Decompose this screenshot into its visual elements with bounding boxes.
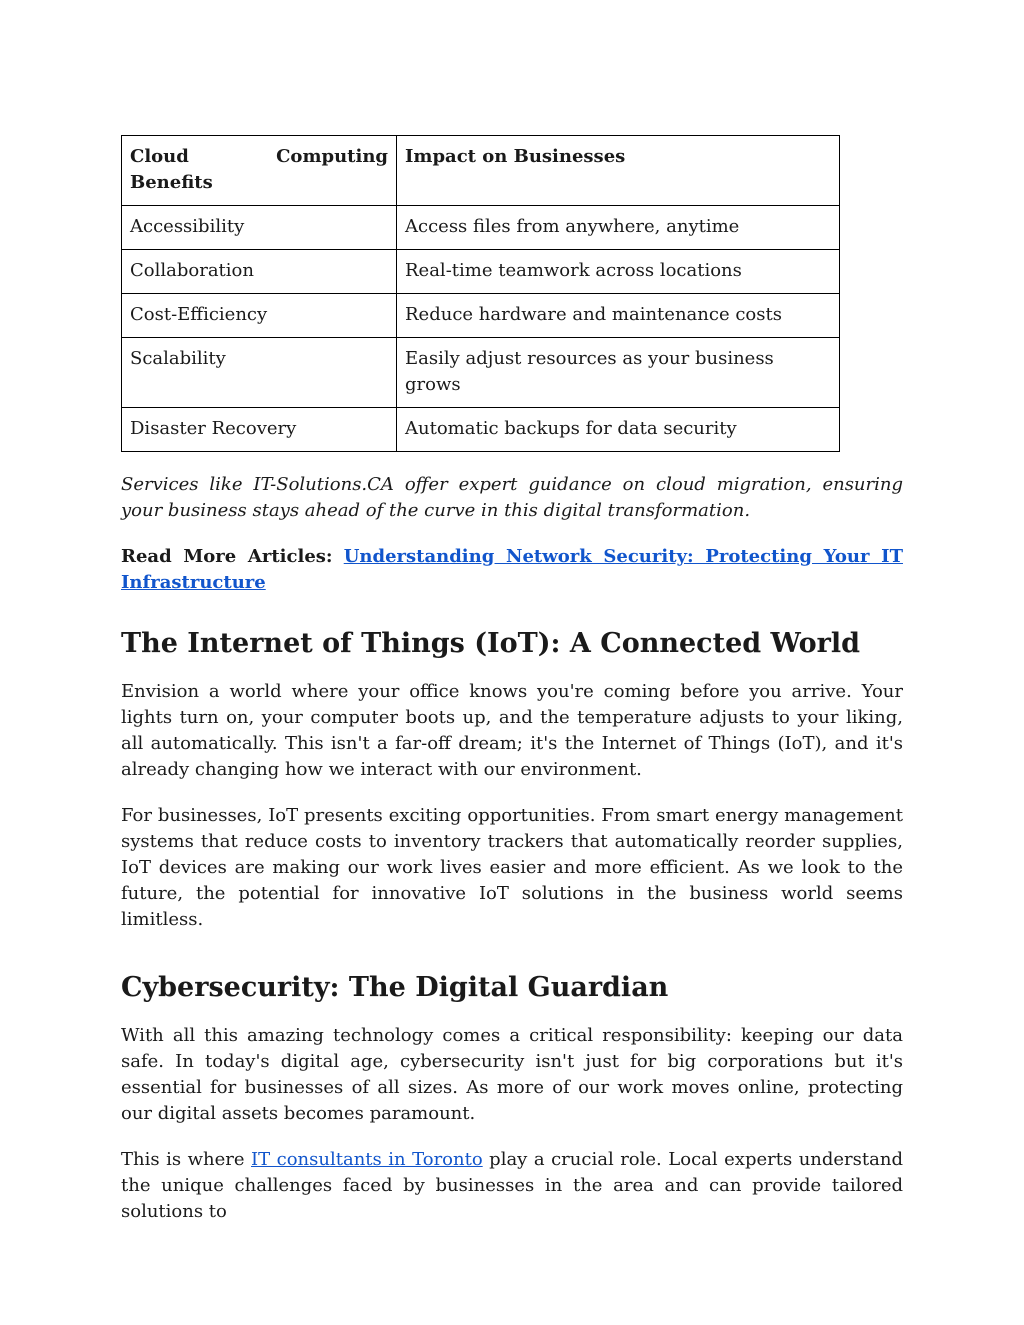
header-impact-label: Impact on Businesses — [405, 146, 626, 167]
read-more-label: Read More Articles: — [121, 546, 333, 567]
read-more-article-link[interactable]: Understanding Network Security: Protecting Your IT Infrastructure — [121, 546, 903, 593]
iot-paragraph: Envision a world where your office knows you're coming before you arrive. Your lights turn on, your computer boots up, and the temperature adjusts to your liking, all automatically. This isn't a far-off dream; it's the Internet of Things (IoT), and it's already changing how we interact with our environment. — [121, 681, 903, 780]
table-header-row — [122, 136, 840, 206]
it-consultants-toronto-link[interactable]: IT consultants in Toronto — [251, 1149, 483, 1170]
table-cell: Automatic backups for data security — [397, 408, 840, 452]
table-row — [122, 408, 840, 452]
cloud-benefits-table — [121, 135, 840, 452]
section-heading-cybersecurity: Cybersecurity: The Digital Guardian — [121, 972, 669, 1003]
cybersecurity-paragraph-consultants — [121, 1147, 903, 1225]
table-cell: Scalability — [122, 338, 397, 408]
table-header-cell — [122, 136, 397, 206]
table-row — [122, 250, 840, 294]
table-header-cell — [397, 136, 840, 206]
table-cell: Easily adjust resources as your business grows — [397, 338, 840, 408]
table-cell: Accessibility — [122, 206, 397, 250]
table-cell: Reduce hardware and maintenance costs — [397, 294, 840, 338]
cybersecurity-paragraph: With all this amazing technology comes a critical responsibility: keeping our data safe. In today's digital age, cybersecurity isn't just for big corporations but it's essential for businesses of all sizes. As more of our work moves online, protecting our digital assets becomes paramount. — [121, 1025, 903, 1124]
iot-paragraph: For businesses, IoT presents exciting opportunities. From smart energy management systems that reduce costs to inventory trackers that automatically reorder supplies, IoT devices are making our work lives easier and more efficient. As we look to the future, the potential for innovative IoT solutions in the business world seems limitless. — [121, 805, 903, 930]
header-benefits-label: Cloud Computing Benefits — [130, 146, 388, 193]
table-cell: Cost-Efficiency — [122, 294, 397, 338]
table-cell: Collaboration — [122, 250, 397, 294]
table-row — [122, 206, 840, 250]
read-more-line — [121, 544, 903, 596]
section-heading-iot: The Internet of Things (IoT): A Connected World — [121, 628, 861, 659]
table-row — [122, 294, 840, 338]
table-cell: Disaster Recovery — [122, 408, 397, 452]
document-page — [121, 135, 903, 1225]
table-cell: Access files from anywhere, anytime — [397, 206, 840, 250]
table-row — [122, 338, 840, 408]
paragraph-text-before-link: This is where — [121, 1149, 252, 1170]
table-cell: Real-time teamwork across locations — [397, 250, 840, 294]
cloud-migration-note: Services like IT-Solutions.CA offer expert guidance on cloud migration, ensuring your business stays ahead of the curve in this digital transformation. — [121, 474, 903, 521]
paragraph-text-after-link: play a crucial role. Local experts understand the unique challenges faced by businesses in the area and can provide tailored solutions to — [121, 1149, 903, 1222]
